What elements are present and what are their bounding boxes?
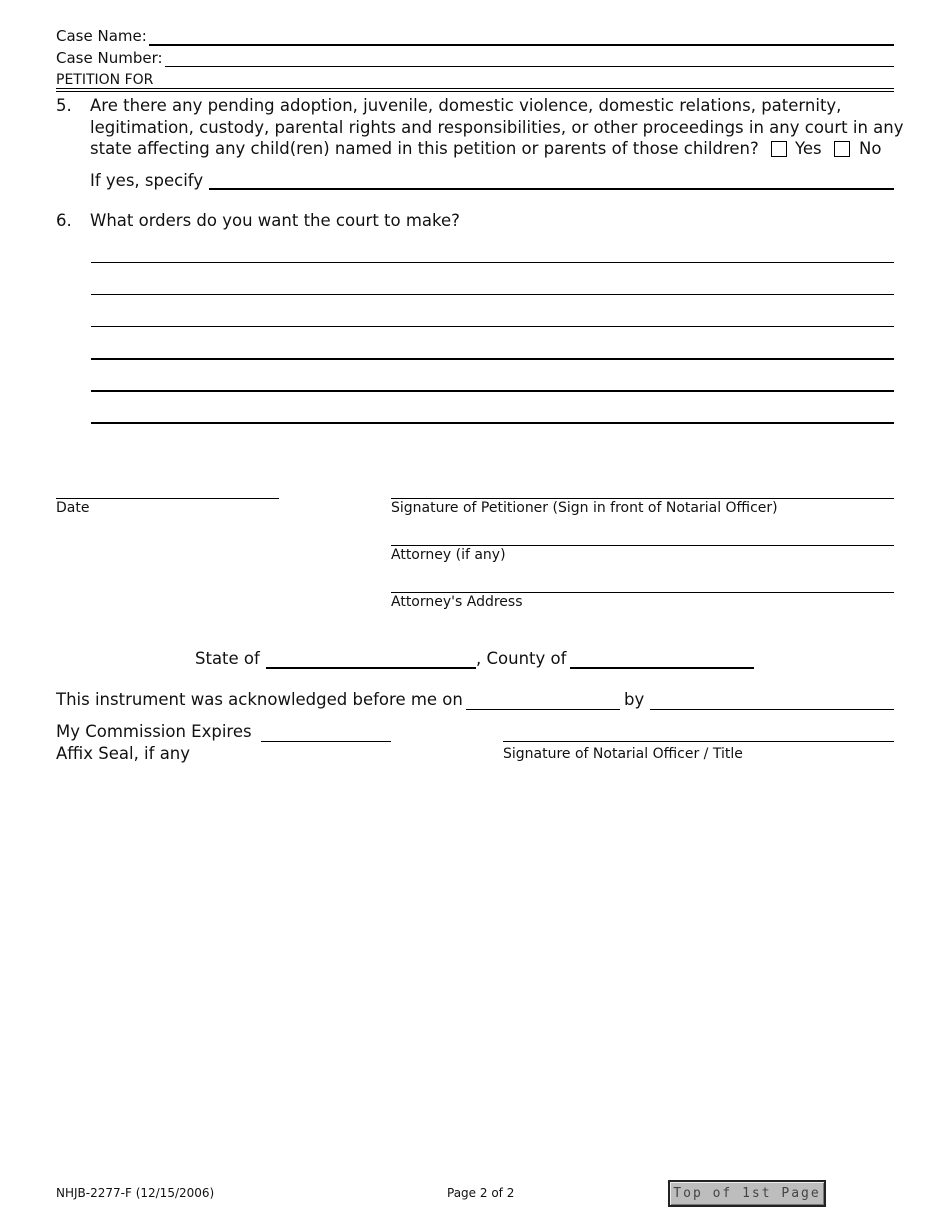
q5-text-line3: state affecting any child(ren) named in this petition or parents of those children? [90, 139, 759, 158]
orders-line-2[interactable] [91, 294, 894, 295]
case-name-field[interactable] [149, 44, 894, 46]
county-field[interactable] [570, 667, 754, 669]
if-yes-label: If yes, specify [90, 171, 204, 190]
state-of-label: State of [195, 649, 260, 668]
petition-for-field[interactable] [56, 88, 894, 89]
yes-label: Yes [795, 139, 822, 158]
acknowledged-date-field[interactable] [466, 709, 620, 710]
attorney-address-label: Attorney's Address [391, 594, 523, 610]
county-of-label: , County of [476, 649, 567, 668]
petition-for-label: PETITION FOR [56, 72, 154, 88]
commission-expires-field[interactable] [261, 741, 391, 742]
attorney-label: Attorney (if any) [391, 547, 506, 563]
case-name-label: Case Name: [56, 27, 147, 45]
petitioner-signature-field[interactable] [391, 498, 894, 499]
by-label: by [624, 690, 645, 709]
acknowledged-by-field[interactable] [650, 709, 894, 710]
commission-expires-label: My Commission Expires [56, 722, 252, 741]
if-yes-specify-field[interactable] [209, 188, 894, 190]
top-of-first-page-button[interactable]: Top of 1st Page [668, 1180, 826, 1207]
q6-number: 6. [56, 211, 72, 230]
orders-line-6[interactable] [91, 422, 894, 424]
affix-seal-label: Affix Seal, if any [56, 744, 191, 763]
case-number-label: Case Number: [56, 49, 163, 67]
state-field[interactable] [266, 667, 476, 669]
attorney-address-field[interactable] [391, 592, 894, 593]
petitioner-signature-label: Signature of Petitioner (Sign in front of Notarial Officer) [391, 500, 778, 516]
notary-signature-field[interactable] [503, 741, 894, 742]
no-label: No [859, 139, 882, 158]
q5-number: 5. [56, 96, 72, 115]
header-divider [56, 91, 894, 92]
form-id: NHJB-2277-F (12/15/2006) [56, 1186, 215, 1200]
q6-text: What orders do you want the court to make? [90, 211, 460, 230]
case-number-field[interactable] [165, 66, 894, 67]
orders-line-4[interactable] [91, 358, 894, 360]
notary-signature-label: Signature of Notarial Officer / Title [503, 746, 743, 762]
date-field[interactable] [56, 498, 279, 499]
yes-checkbox[interactable] [771, 141, 787, 157]
date-label: Date [56, 500, 90, 516]
orders-line-1[interactable] [91, 262, 894, 263]
acknowledged-label: This instrument was acknowledged before me on [56, 690, 463, 709]
no-checkbox[interactable] [834, 141, 850, 157]
q5-text-line2: legitimation, custody, parental rights and responsibilities, or other proceedings in any court in any [90, 118, 904, 137]
orders-line-5[interactable] [91, 390, 894, 392]
page-number: Page 2 of 2 [447, 1186, 515, 1200]
orders-line-3[interactable] [91, 326, 894, 327]
attorney-field[interactable] [391, 545, 894, 546]
q5-text-line1: Are there any pending adoption, juvenile, domestic violence, domestic relations, paternity, [90, 96, 842, 115]
